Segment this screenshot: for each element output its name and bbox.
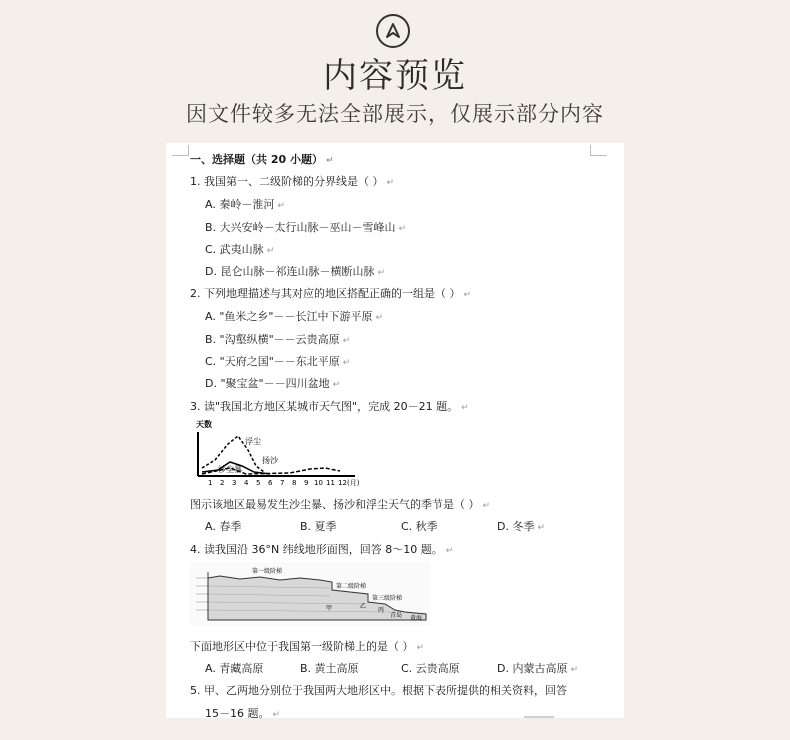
q4-option-d: D. 内蒙古高原 ↵ [497, 662, 579, 675]
q3-option-d: D. 冬季 ↵ [497, 520, 546, 533]
section-heading: 一、选择题（共 20 小题） ↵ [190, 153, 334, 166]
compass-arrow-icon [376, 14, 410, 48]
q1-option-a: A. 秦岭－淮河 ↵ [205, 198, 285, 211]
q1-option-b: B. 大兴安岭－太行山脉－巫山－雪峰山 ↵ [205, 221, 407, 234]
page-title: 内容预览 [323, 56, 467, 96]
q2-option-d: D. "聚宝盆"－－四川盆地 ↵ [205, 377, 341, 390]
svg-text:10: 10 [314, 479, 323, 487]
svg-text:4: 4 [244, 479, 249, 487]
q1-option-c: C. 武夷山脉 ↵ [205, 243, 275, 256]
label-huanghai: 黄海 [410, 615, 423, 622]
label-qingdao: 青岛 [390, 612, 403, 619]
svg-text:8: 8 [292, 479, 297, 487]
question-3: 3. 读"我国北方地区某城市天气图"，完成 20－21 题。 ↵ [190, 400, 469, 413]
chart-label-sand: 扬沙 [262, 456, 278, 465]
q2-option-b: B. "沟壑纵横"－－云贵高原 ↵ [205, 333, 351, 346]
terrain-profile-figure [190, 562, 430, 626]
page-corner-mark [590, 145, 607, 156]
svg-text:6: 6 [268, 479, 273, 487]
svg-text:3: 3 [232, 479, 237, 487]
q4-option-b: B. 黄土高原 [300, 662, 359, 675]
preview-header [0, 0, 790, 140]
question-1: 1. 我国第一、二级阶梯的分界线是（ ） ↵ [190, 175, 395, 188]
q2-option-c: C. "天府之国"－－东北平原 ↵ [205, 355, 351, 368]
question-5-cont: 15－16 题。 ↵ [205, 707, 281, 720]
q3-option-a: A. 春季 [205, 520, 242, 533]
q2-option-a: A. "鱼米之乡"－－长江中下游平原 ↵ [205, 310, 383, 323]
label-bing: 丙 [378, 607, 385, 614]
question-5: 5. 甲、乙两地分别位于我国两大地形区中。根据下表所提供的相关资料，回答 [190, 684, 567, 697]
step-two-label: 第二级阶梯 [336, 583, 367, 590]
chart-label-dust: 浮尘 [245, 437, 261, 446]
question-3-sub: 图示该地区最易发生沙尘暴、扬沙和浮尘天气的季节是（ ） ↵ [190, 498, 491, 511]
question-4-sub: 下面地形区中位于我国第一级阶梯上的是（ ） ↵ [190, 640, 425, 653]
step-three-label: 第三级阶梯 [372, 595, 403, 602]
label-yi: 乙 [360, 603, 367, 610]
svg-text:5: 5 [256, 479, 261, 487]
q3-option-b: B. 夏季 [300, 520, 337, 533]
svg-text:7: 7 [280, 479, 285, 487]
chart-ticks [208, 479, 360, 487]
q4-option-a: A. 青藏高原 [205, 662, 264, 675]
q3-option-c: C. 秋季 [401, 520, 438, 533]
step-one-label: 第一级阶梯 [252, 568, 283, 575]
question-2: 2. 下列地理描述与其对应的地区搭配正确的一组是（ ） ↵ [190, 287, 472, 300]
question-4: 4. 读我国沿 36°N 纬线地形面图，回答 8～10 题。 ↵ [190, 543, 454, 556]
svg-text:11: 11 [326, 479, 335, 487]
page-corner-mark [172, 145, 189, 156]
page-subtitle: 因文件较多无法全部展示，仅展示部分内容 [186, 102, 604, 126]
q4-option-c: C. 云贵高原 [401, 662, 460, 675]
label-jia: 甲 [326, 605, 333, 612]
chart-ylabel: 天数 [196, 420, 212, 429]
svg-text:9: 9 [304, 479, 309, 487]
svg-text:1: 1 [208, 479, 213, 487]
page-scroll-indicator [524, 716, 554, 718]
chart-label-storm: 沙尘暴 [218, 465, 242, 474]
svg-text:(月): (月) [347, 479, 360, 487]
svg-text:2: 2 [220, 479, 225, 487]
q1-option-d: D. 昆仑山脉－祁连山脉－横断山脉 ↵ [205, 265, 386, 278]
weather-days-chart [190, 416, 370, 488]
svg-text:12: 12 [338, 479, 347, 487]
